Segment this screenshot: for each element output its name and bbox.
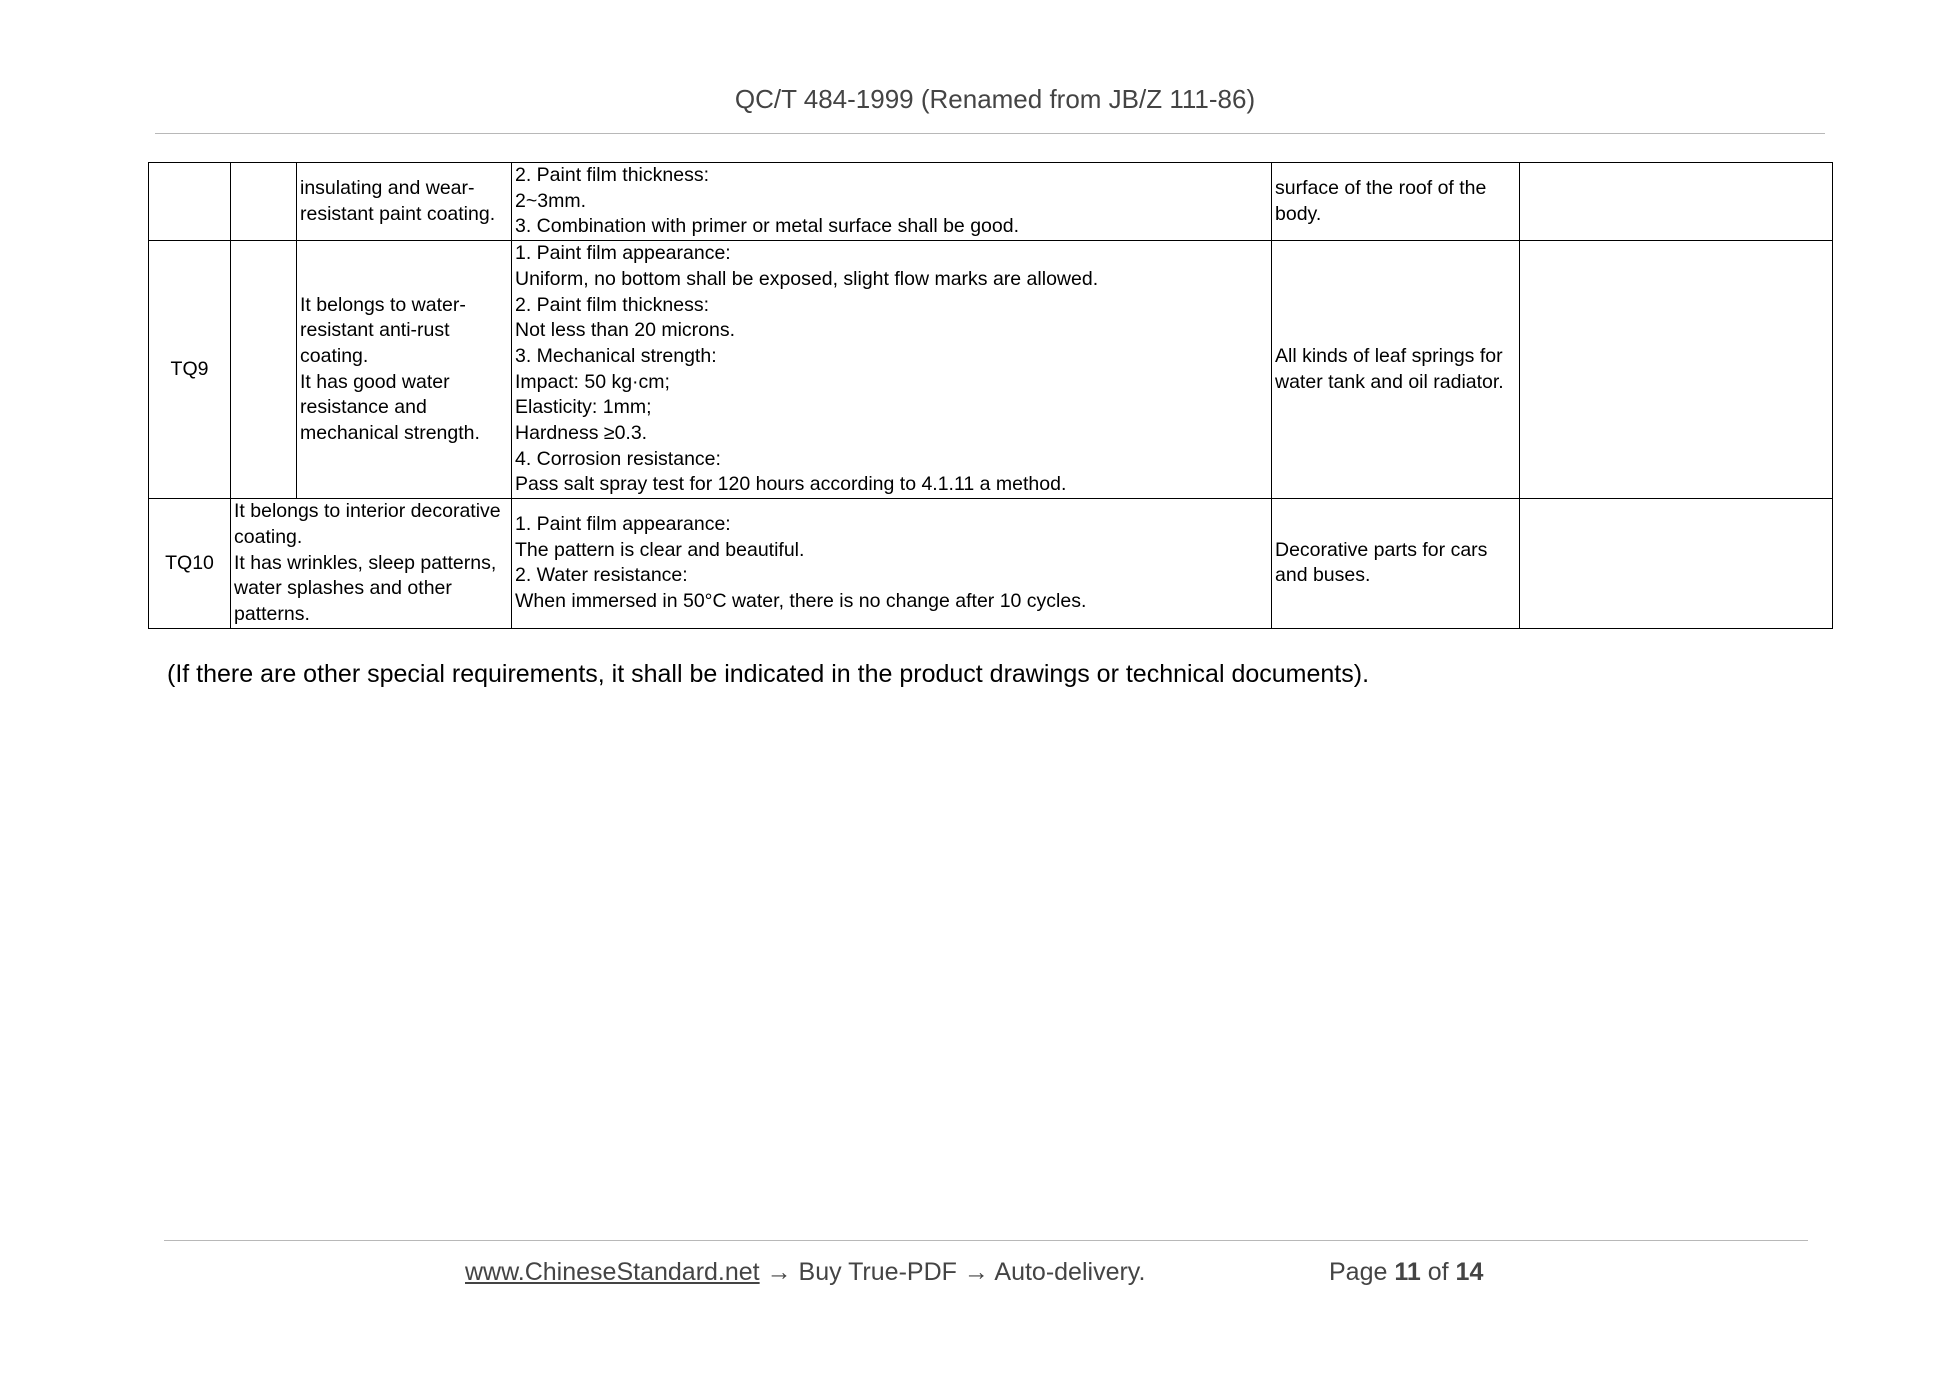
- requirement-line: 3. Combination with primer or metal surface shall be good.: [515, 215, 1019, 238]
- application-cell: surface of the roof of the body.: [1272, 163, 1520, 241]
- page-footer: [465, 1258, 1484, 1287]
- description-line: It belongs to water-resistant anti-rust coating.: [300, 293, 466, 367]
- special-requirements-note: (If there are other special requirements, it shall be indicated in the product drawings or technical documents).: [167, 660, 1370, 688]
- description-cell: [231, 499, 512, 629]
- description-cell: insulating and wear-resistant paint coating.: [297, 163, 512, 241]
- requirement-line: 2. Water resistance:: [515, 564, 688, 587]
- requirements-cell: [512, 163, 1272, 241]
- requirement-line: Hardness ≥0.3.: [515, 422, 648, 445]
- sub-code-cell: [231, 241, 297, 499]
- remarks-cell: [1520, 241, 1833, 499]
- total-pages-number: 14: [1455, 1258, 1484, 1286]
- requirement-line: 1. Paint film appearance:: [515, 512, 731, 535]
- table-row: [149, 163, 1833, 241]
- description-line: It belongs to interior decorative coating.: [234, 500, 501, 548]
- requirement-line: 2. Paint film thickness:: [515, 293, 709, 316]
- requirement-line: 1. Paint film appearance:: [515, 242, 731, 265]
- application-cell: Decorative parts for cars and buses.: [1272, 499, 1520, 629]
- requirement-line: Not less than 20 microns.: [515, 319, 736, 342]
- footer-divider: [164, 1240, 1808, 1241]
- description-cell: [297, 241, 512, 499]
- remarks-cell: [1520, 499, 1833, 629]
- table-row: [149, 241, 1833, 499]
- requirements-cell: [512, 499, 1272, 629]
- paint-spec-table: [148, 162, 1833, 629]
- requirement-line: Impact: 50 kg·cm;: [515, 370, 670, 393]
- requirement-line: 4. Corrosion resistance:: [515, 447, 721, 470]
- requirement-line: The pattern is clear and beautiful.: [515, 538, 805, 561]
- website-link[interactable]: www.ChineseStandard.net: [465, 1258, 760, 1286]
- current-page-number: 11: [1394, 1258, 1421, 1286]
- header-divider: [155, 133, 1825, 134]
- page-label: Page: [1329, 1258, 1388, 1286]
- requirement-line: When immersed in 50°C water, there is no change after 10 cycles.: [515, 590, 1087, 613]
- page-indicator: [1329, 1258, 1483, 1287]
- application-cell: All kinds of leaf springs for water tank and oil radiator.: [1272, 241, 1520, 499]
- requirement-line: Pass salt spray test for 120 hours according to 4.1.11 a method.: [515, 473, 1067, 496]
- of-label: of: [1427, 1258, 1449, 1286]
- requirements-cell: [512, 241, 1272, 499]
- sub-code-cell: [231, 163, 297, 241]
- requirement-line: 2~3mm.: [515, 189, 586, 212]
- remarks-cell: [1520, 163, 1833, 241]
- requirement-line: Uniform, no bottom shall be exposed, slight flow marks are allowed.: [515, 267, 1099, 290]
- description-line: It has good water resistance and mechanical strength.: [300, 370, 480, 445]
- code-cell: [149, 163, 231, 241]
- footer-tagline: → Buy True-PDF → Auto-delivery.: [759, 1258, 1146, 1286]
- requirement-line: 2. Paint film thickness:: [515, 164, 709, 186]
- requirement-line: Elasticity: 1mm;: [515, 396, 652, 419]
- description-line: It has wrinkles, sleep patterns, water splashes and other patterns.: [234, 551, 497, 625]
- code-cell: TQ9: [149, 241, 231, 499]
- code-cell: TQ10: [149, 499, 231, 629]
- page-header-title: QC/T 484-1999 (Renamed from JB/Z 111-86): [734, 84, 1256, 114]
- requirement-line: 3. Mechanical strength:: [515, 344, 717, 367]
- table-row: [149, 499, 1833, 629]
